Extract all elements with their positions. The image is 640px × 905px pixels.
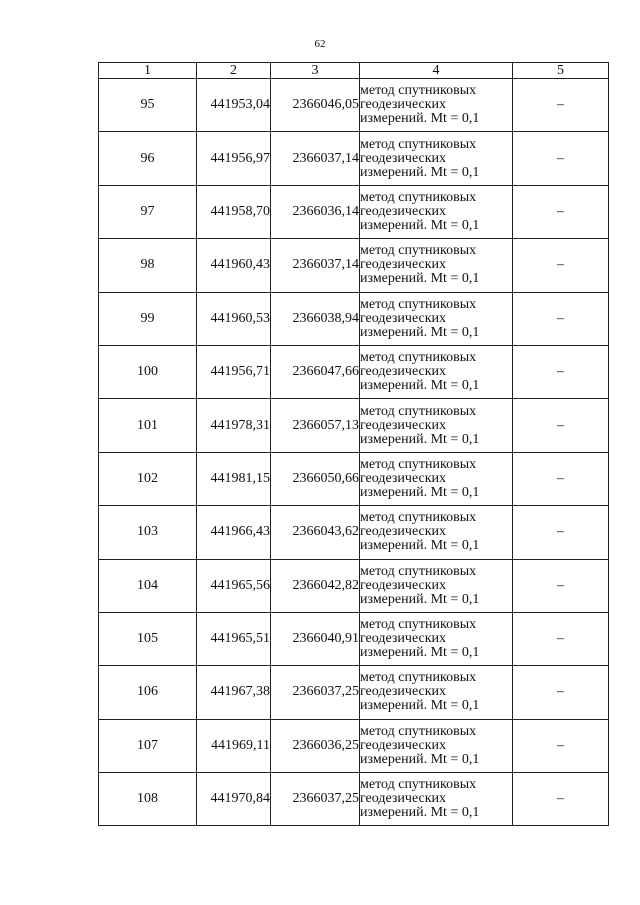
method-cell	[360, 399, 513, 452]
table-row	[99, 773, 609, 826]
method-text-line: геодезических	[360, 470, 447, 486]
table-row	[99, 452, 609, 505]
table-row	[99, 666, 609, 719]
column-header-3: 3	[271, 63, 360, 79]
method-text-line: измерений. Mt = 0,1	[360, 484, 480, 500]
x-coordinate-cell: 441966,43	[197, 506, 271, 559]
column-header-1: 1	[99, 63, 197, 79]
x-coordinate-cell: 441965,56	[197, 559, 271, 612]
method-text-line: геодезических	[360, 737, 447, 753]
table-row	[99, 345, 609, 398]
column-5-cell: –	[513, 292, 609, 345]
column-5-cell: –	[513, 185, 609, 238]
point-number-cell: 98	[99, 239, 197, 292]
method-cell	[360, 666, 513, 719]
method-text-line: измерений. Mt = 0,1	[360, 271, 480, 287]
x-coordinate-cell: 441969,11	[197, 719, 271, 772]
method-cell	[360, 452, 513, 505]
x-coordinate-cell: 441978,31	[197, 399, 271, 452]
y-coordinate-cell: 2366047,66	[271, 345, 360, 398]
point-number-cell: 106	[99, 666, 197, 719]
point-number-cell: 102	[99, 452, 197, 505]
table-row	[99, 292, 609, 345]
method-text-line: измерений. Mt = 0,1	[360, 164, 480, 180]
x-coordinate-cell: 441981,15	[197, 452, 271, 505]
method-cell	[360, 719, 513, 772]
x-coordinate-cell: 441960,43	[197, 239, 271, 292]
coordinates-table	[98, 62, 609, 826]
point-number-cell: 103	[99, 506, 197, 559]
method-text-line: геодезических	[360, 524, 447, 540]
point-number-cell: 107	[99, 719, 197, 772]
point-number-cell: 96	[99, 132, 197, 185]
method-text-line: метод спутниковых	[360, 243, 477, 259]
y-coordinate-cell: 2366043,62	[271, 506, 360, 559]
column-5-cell: –	[513, 345, 609, 398]
x-coordinate-cell: 441956,71	[197, 345, 271, 398]
column-header-5: 5	[513, 63, 609, 79]
method-text-line: измерений. Mt = 0,1	[360, 538, 480, 554]
method-text-line: геодезических	[360, 684, 447, 700]
y-coordinate-cell: 2366057,13	[271, 399, 360, 452]
method-cell	[360, 292, 513, 345]
method-cell	[360, 132, 513, 185]
method-text-line: измерений. Mt = 0,1	[360, 324, 480, 340]
y-coordinate-cell: 2366040,91	[271, 612, 360, 665]
method-text-line: геодезических	[360, 150, 447, 166]
method-text-line: метод спутниковых	[360, 670, 477, 686]
column-header-2: 2	[197, 63, 271, 79]
method-text-line: измерений. Mt = 0,1	[360, 698, 480, 714]
column-5-cell: –	[513, 239, 609, 292]
table-row	[99, 559, 609, 612]
page-number: 62	[314, 38, 326, 50]
column-5-cell: –	[513, 452, 609, 505]
y-coordinate-cell: 2366037,14	[271, 132, 360, 185]
method-text-line: метод спутниковых	[360, 403, 477, 419]
method-text-line: метод спутниковых	[360, 563, 477, 579]
column-5-cell: –	[513, 399, 609, 452]
table-row	[99, 506, 609, 559]
y-coordinate-cell: 2366038,94	[271, 292, 360, 345]
x-coordinate-cell: 441965,51	[197, 612, 271, 665]
x-coordinate-cell: 441967,38	[197, 666, 271, 719]
column-5-cell: –	[513, 132, 609, 185]
table-row	[99, 185, 609, 238]
y-coordinate-cell: 2366036,25	[271, 719, 360, 772]
table-row	[99, 719, 609, 772]
point-number-cell: 99	[99, 292, 197, 345]
x-coordinate-cell: 441953,04	[197, 79, 271, 132]
method-text-line: измерений. Mt = 0,1	[360, 751, 480, 767]
point-number-cell: 95	[99, 79, 197, 132]
y-coordinate-cell: 2366050,66	[271, 452, 360, 505]
method-cell	[360, 773, 513, 826]
method-text-line: измерений. Mt = 0,1	[360, 217, 480, 233]
method-cell	[360, 239, 513, 292]
x-coordinate-cell: 441970,84	[197, 773, 271, 826]
method-text-line: метод спутниковых	[360, 189, 477, 205]
method-text-line: метод спутниковых	[360, 456, 477, 472]
table-row	[99, 79, 609, 132]
column-5-cell: –	[513, 612, 609, 665]
column-5-cell: –	[513, 719, 609, 772]
point-number-cell: 97	[99, 185, 197, 238]
table-row	[99, 239, 609, 292]
column-header-4: 4	[360, 63, 513, 79]
y-coordinate-cell: 2366036,14	[271, 185, 360, 238]
y-coordinate-cell: 2366037,25	[271, 773, 360, 826]
method-text-line: метод спутниковых	[360, 777, 477, 793]
column-5-cell: –	[513, 559, 609, 612]
x-coordinate-cell: 441958,70	[197, 185, 271, 238]
method-text-line: измерений. Mt = 0,1	[360, 111, 480, 127]
column-5-cell: –	[513, 79, 609, 132]
method-text-line: метод спутниковых	[360, 350, 477, 366]
method-text-line: метод спутниковых	[360, 723, 477, 739]
point-number-cell: 104	[99, 559, 197, 612]
table-header-row	[99, 63, 609, 79]
table-row	[99, 132, 609, 185]
method-text-line: измерений. Mt = 0,1	[360, 431, 480, 447]
method-text-line: геодезических	[360, 577, 447, 593]
method-text-line: геодезических	[360, 257, 447, 273]
y-coordinate-cell: 2366037,14	[271, 239, 360, 292]
method-text-line: метод спутниковых	[360, 510, 477, 526]
method-text-line: метод спутниковых	[360, 296, 477, 312]
x-coordinate-cell: 441956,97	[197, 132, 271, 185]
method-text-line: геодезических	[360, 97, 447, 113]
method-text-line: геодезических	[360, 417, 447, 433]
method-text-line: геодезических	[360, 203, 447, 219]
table-row	[99, 399, 609, 452]
point-number-cell: 105	[99, 612, 197, 665]
method-text-line: метод спутниковых	[360, 83, 477, 99]
method-cell	[360, 612, 513, 665]
method-text-line: геодезических	[360, 364, 447, 380]
y-coordinate-cell: 2366037,25	[271, 666, 360, 719]
column-5-cell: –	[513, 773, 609, 826]
method-text-line: геодезических	[360, 631, 447, 647]
column-5-cell: –	[513, 666, 609, 719]
method-text-line: метод спутниковых	[360, 136, 477, 152]
table-body	[99, 79, 609, 826]
method-cell	[360, 345, 513, 398]
method-text-line: геодезических	[360, 310, 447, 326]
method-cell	[360, 185, 513, 238]
column-5-cell: –	[513, 506, 609, 559]
method-cell	[360, 559, 513, 612]
point-number-cell: 101	[99, 399, 197, 452]
y-coordinate-cell: 2366046,05	[271, 79, 360, 132]
method-text-line: измерений. Mt = 0,1	[360, 805, 480, 821]
method-text-line: измерений. Mt = 0,1	[360, 645, 480, 661]
point-number-cell: 108	[99, 773, 197, 826]
y-coordinate-cell: 2366042,82	[271, 559, 360, 612]
method-cell	[360, 506, 513, 559]
x-coordinate-cell: 441960,53	[197, 292, 271, 345]
method-text-line: измерений. Mt = 0,1	[360, 378, 480, 394]
method-text-line: измерений. Mt = 0,1	[360, 591, 480, 607]
point-number-cell: 100	[99, 345, 197, 398]
method-text-line: геодезических	[360, 791, 447, 807]
table-row	[99, 612, 609, 665]
method-text-line: метод спутниковых	[360, 617, 477, 633]
method-cell	[360, 79, 513, 132]
